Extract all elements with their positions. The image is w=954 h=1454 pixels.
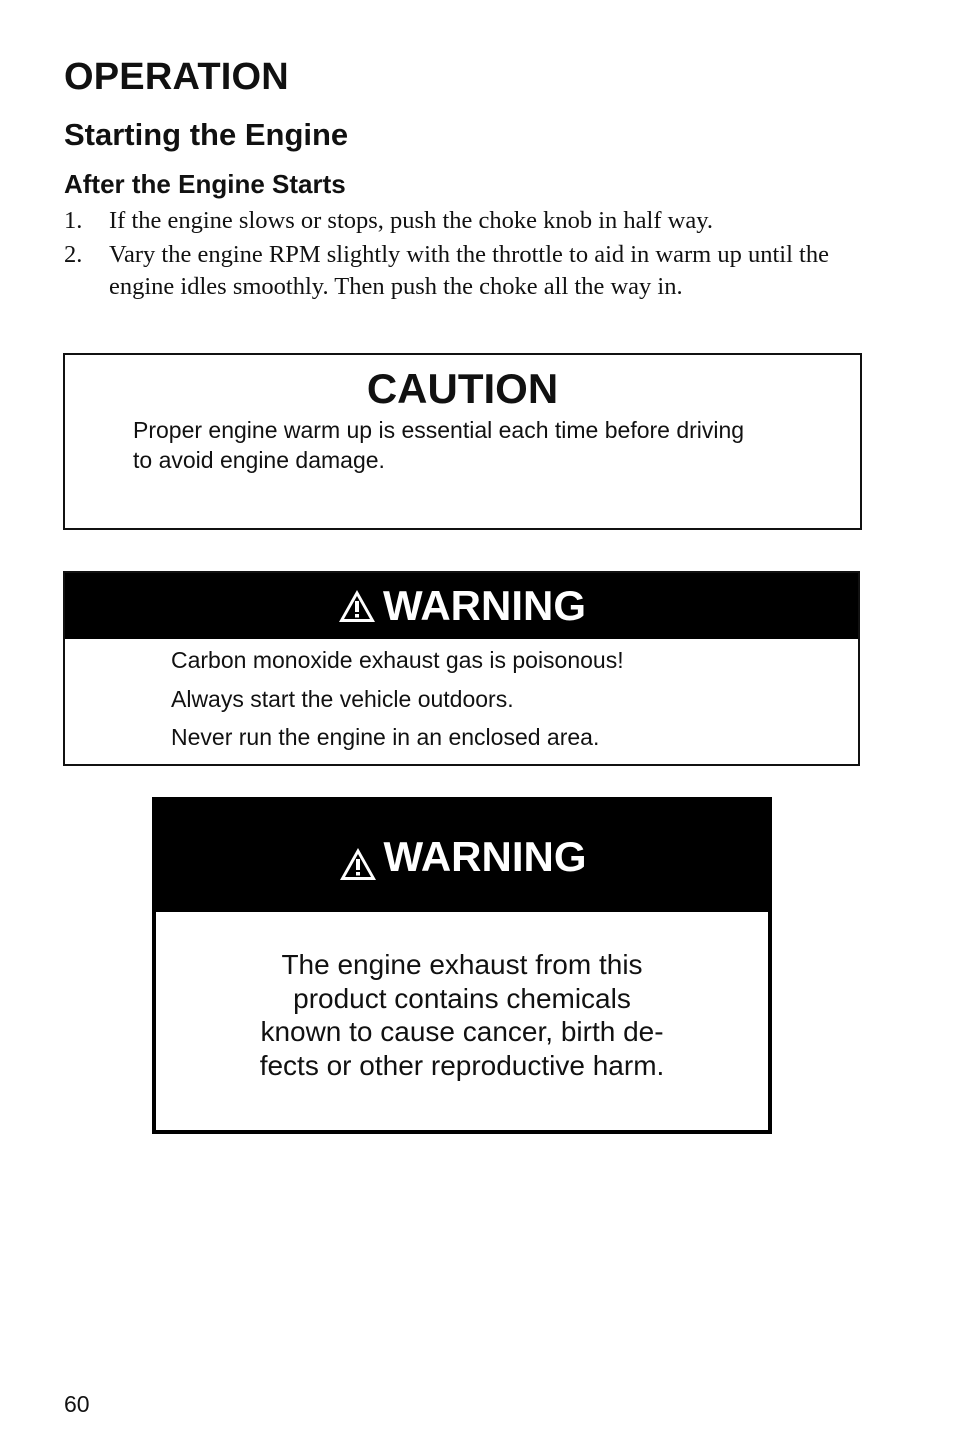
warning-title: WARNING [383,832,587,880]
step-number: 2. [64,241,83,268]
warning-header [65,573,858,639]
warning-line: Never run the engine in an enclosed area. [171,724,600,750]
warning-triangle-icon [337,588,377,624]
warning-line: known to cause cancer, birth de- [260,1016,664,1047]
warning-header [156,801,768,912]
sub-subsection-title: After the Engine Starts [64,169,346,199]
subsection-title: Starting the Engine [64,117,349,152]
step-text: Vary the engine RPM slightly with the throttle to aid in warm up until the engine idles smoothly. Then push the choke all the way in. [109,241,829,300]
list-item [64,205,854,237]
warning-lines [171,647,624,763]
caution-title: CAUTION [366,365,559,412]
warning-box-chemicals [152,797,772,1134]
list-item [64,239,854,303]
step-text: If the engine slows or stops, push the choke knob in half way. [109,207,713,234]
warning-line: fects or other reproductive harm. [259,1049,665,1081]
warning-line: The engine exhaust from this [281,949,643,980]
warning-title: WARNING [383,582,586,629]
warning-triangle-icon [338,846,378,882]
warning-text [216,948,708,1082]
caution-box [63,353,862,530]
warning-line: Carbon monoxide exhaust gas is poisonous! [171,647,624,673]
warning-line: product contains chemicals [293,982,631,1014]
warning-line: Always start the vehicle outdoors. [171,685,514,712]
steps-list [64,205,854,305]
page-number: 60 [64,1391,90,1417]
caution-text: Proper engine warm up is essential each time before driving to avoid engine damage. [133,417,745,473]
warning-box-carbon-monoxide [63,571,860,766]
step-number: 1. [64,207,83,234]
section-title: OPERATION [64,56,289,98]
